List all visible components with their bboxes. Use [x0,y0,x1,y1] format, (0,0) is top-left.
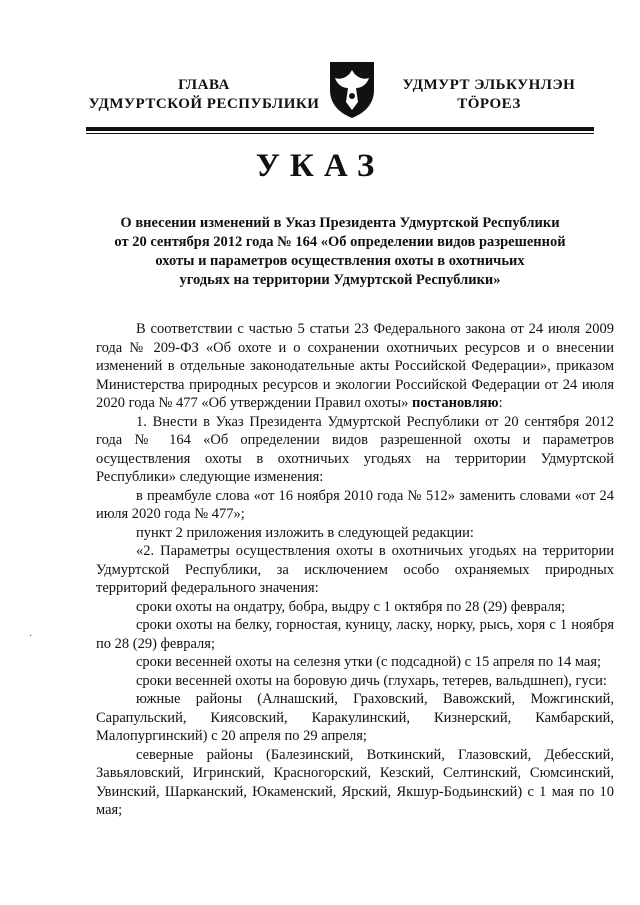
decree-body [96,320,614,820]
body-paragraph: северные районы (Балезинский, Воткинский, Глазовский, Дебесский, Завьяловский, Игринский, Красногорский, Кезский, Селтинский, Сюмсинский, Увинский, Шарканский, Юкаменский, Ярский, Якшур-Бодьинский) с 1 мая по 10 мая; [96,746,614,818]
document-title: УКАЗ [255,148,385,184]
header-left-line1: ГЛАВА [178,77,230,93]
subject-line: от 20 сентября 2012 года № 164 «Об определении видов разрешенной [114,234,566,250]
header-right-line2: ТӦРОЕЗ [457,96,521,112]
body-paragraph: 1. Внести в Указ Президента Удмуртской Республики от 20 сентября 2012 года № 164 «Об определении видов разрешенной охоты и параметров осуществления охоты в охотничьих угодьях на территории Удмуртской Республики» следующие изменения: [96,413,614,485]
margin-mark: · [29,631,33,642]
resolve-word: постановляю [412,395,499,411]
body-paragraph: «2. Параметры осуществления охоты в охотничьих угодьях на территории Удмуртской Республики, за исключением особо охраняемых природных территорий федерального значения: [96,543,614,596]
body-paragraph: в преамбуле слова «от 16 ноября 2010 года № 512» заменить словами «от 24 июля 2020 года № 477»; [96,487,614,522]
body-paragraph: сроки весенней охоты на селезня утки (с подсадной) с 15 апреля по 14 мая; [136,654,602,670]
header-right [382,76,596,114]
header-rule-thick [86,127,594,131]
subject-line: угодьях на территории Удмуртской Республики» [179,272,501,288]
body-paragraph: южные районы (Алнашский, Граховский, Вавожский, Можгинский, Сарапульский, Киясовский, Каракулинский, Кизнерский, Камбарский, Малопургинский) с 20 апреля по 29 апреля; [96,691,614,744]
body-paragraph: пункт 2 приложения изложить в следующей редакции: [136,524,474,541]
header-left [84,76,324,114]
resolve-colon: : [498,395,503,411]
udmurt-coat-of-arms-icon [326,58,378,120]
preamble-text: В соответствии с частью 5 статьи 23 Федерального закона от 24 июля 2009 года № 209-ФЗ «Об охоте и о сохранении охотничьих ресурсов и о внесении изменений в отдельные законодательные акты Российской Федерации», приказом Министерства природных ресурсов и экологии Российской Федерации от 24 июля 2020 года № 477 «Об утверждении Правил охоты» [96,321,614,411]
decree-subject [100,214,580,290]
header-right-line1: УДМУРТ ЭЛЬКУНЛЭН [402,77,576,93]
header-rule-thin [86,133,594,134]
subject-line: охоты и параметров осуществления охоты в охотничьих [155,253,525,269]
subject-line: О внесении изменений в Указ Президента Удмуртской Республики [120,215,560,231]
body-paragraph: сроки охоты на белку, горностая, куницу, ласку, норку, рысь, хоря с 1 ноября по 28 (29) февраля; [96,617,614,652]
header-left-line2: УДМУРТСКОЙ РЕСПУБЛИКИ [88,96,320,112]
preamble-paragraph [96,320,614,413]
body-paragraph: сроки охоты на ондатру, бобра, выдру с 1 октября по 28 (29) февраля; [136,598,566,615]
body-paragraph: сроки весенней охоты на боровую дичь (глухарь, тетерев, вальдшнеп), гуси: [136,672,607,689]
